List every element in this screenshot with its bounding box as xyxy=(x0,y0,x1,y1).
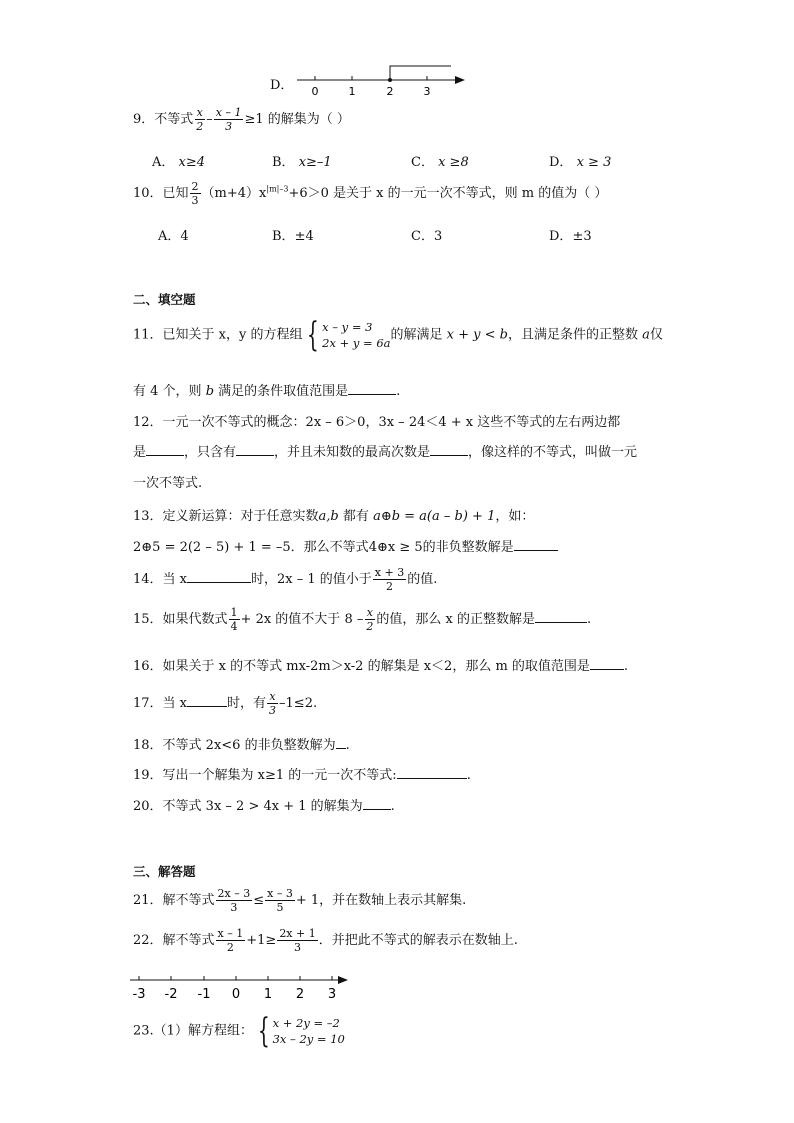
q22-tick-1: 1 xyxy=(263,987,273,1002)
q10-option-c[interactable]: C．3 xyxy=(411,229,443,244)
q23-equation-system: { x + 2y = –2 3x – 2y = 10 xyxy=(257,1011,345,1051)
q23-question: 23.（1）解方程组： { x + 2y = –2 3x – 2y = 10 xyxy=(133,1011,345,1051)
q21-fraction-2: $\frac{x - 3}{5}$ xyxy=(267,887,293,914)
q11-question: 11．已知关于 x，y 的方程组 { x – y = 3 2x + y = 6a 的解满足 x + y < b，且满足条件的正整数 a仅 xyxy=(133,315,663,355)
q17-answer-blank[interactable] xyxy=(187,694,227,707)
q22-tick-neg1: -1 xyxy=(197,987,211,1002)
q9-fraction-2: $\frac{x - 1}{3}$ xyxy=(215,106,242,133)
q21-question: 21．解不等式 $\frac{2x - 3}{3}$ ≤ $\frac{x - 3}{5}$ + 1，并在数轴上表示其解集. xyxy=(133,887,467,914)
q22-fraction-1: $\frac{x - 1}{2}$ xyxy=(217,927,244,954)
q15-answer-blank[interactable] xyxy=(535,610,587,623)
q12-line-3: 一次不等式. xyxy=(133,476,203,491)
q17-question: 17．当 x 时，有 $\frac{x}{3}$ –1≤2. xyxy=(133,690,318,717)
q15-fraction-1: $\frac{1}{4}$ xyxy=(230,606,238,633)
q22-tick-neg3: -3 xyxy=(132,987,146,1002)
section-fill-in-heading: 二、填空题 xyxy=(133,292,196,307)
q21-fraction-1: $\frac{2x - 3}{3}$ xyxy=(217,887,251,914)
q19-question: 19．写出一个解集为 x≥1 的一元一次不等式: . xyxy=(133,768,471,783)
q22-tick-neg2: -2 xyxy=(164,987,178,1002)
q14-fraction: $\frac{x + 3}{2}$ xyxy=(374,566,405,593)
q12-blank-2[interactable] xyxy=(236,443,274,456)
q15-fraction-2: $\frac{x}{2}$ xyxy=(366,606,374,633)
q18-question: 18．不等式 2x<6 的非负整数解为 . xyxy=(133,738,350,753)
q16-answer-blank[interactable] xyxy=(590,657,624,670)
q10-option-a[interactable]: A．4 xyxy=(158,229,189,244)
q22-number-line xyxy=(128,970,353,1002)
q10-fraction: $\frac{2}{3}$ xyxy=(191,180,199,207)
q8-option-d-label: D． xyxy=(270,78,294,93)
q8-option-d-number-line xyxy=(295,62,470,98)
q13-line-2: 2⊕5 = 2(2 – 5) + 1 = –5．那么不等式4⊕x ≥ 5的非负整数解是 xyxy=(133,536,558,555)
q10-question: 10．已知 $\frac{2}{3}$ $(m+4)x^{|m|-3}+6>0$ 是关于 x 的一元一次不等式，则 m 的值为（ ） xyxy=(133,180,608,207)
q12-line-1: 12．一元一次不等式的概念：2x – 6＞0，3x – 24＜4 + x 这些不等式的左右两边都 xyxy=(133,415,621,430)
q22-tick-3: 3 xyxy=(327,987,337,1002)
q15-question: 15．如果代数式 $\frac{1}{4}$ + 2x 的值不大于 8 – $\frac{x}{2}$ 的值，那么 x 的正整数解是 . xyxy=(133,606,592,633)
q11-answer-blank[interactable] xyxy=(348,382,396,395)
q9-option-b[interactable]: B． x≥–1 xyxy=(272,155,332,170)
q10-option-b[interactable]: B．±4 xyxy=(272,229,314,244)
q20-answer-blank[interactable] xyxy=(363,797,391,810)
section-solve-heading: 三、解答题 xyxy=(133,864,196,879)
q17-fraction: $\frac{x}{3}$ xyxy=(269,690,277,717)
q16-question: 16．如果关于 x 的不等式 mx-2m＞x-2 的解集是 x＜2，那么 m 的取值范围是 . xyxy=(133,659,629,674)
q8-tick-0: 0 xyxy=(311,85,319,98)
q14-question: 14．当 x 时，2x – 1 的值小于 $\frac{x + 3}{2}$ 的值. xyxy=(133,566,438,593)
q9-question: 9．不等式 $\frac{x}{2}$ – $\frac{x - 1}{3}$ ≥1 的解集为（ ） xyxy=(133,106,350,133)
q11-line-2: 有 4 个，则 b 满足的条件取值范围是 . xyxy=(133,384,401,399)
q22-question: 22．解不等式 $\frac{x - 1}{2}$ +1≥ $\frac{2x + 1}{3}$ ．并把此不等式的解表示在数轴上. xyxy=(133,927,518,954)
q13-answer-blank[interactable] xyxy=(514,538,558,551)
q19-answer-blank[interactable] xyxy=(397,766,467,779)
q9-fraction-1: $\frac{x}{2}$ xyxy=(196,106,204,133)
q12-line-2: 是 ，只含有 ，并且未知数的最高次数是 ，像这样的不等式，叫做一元 xyxy=(133,445,638,460)
q8-tick-1: 1 xyxy=(348,85,356,98)
q11-equation-system: { x – y = 3 2x + y = 6a xyxy=(307,315,391,355)
q22-tick-0: 0 xyxy=(231,987,241,1002)
q22-tick-2: 2 xyxy=(295,987,305,1002)
q9-option-d[interactable]: D． x ≥ 3 xyxy=(549,155,612,170)
q14-answer-blank[interactable] xyxy=(187,570,251,583)
q18-answer-blank[interactable] xyxy=(336,736,346,749)
q8-tick-3: 3 xyxy=(423,85,431,98)
q10-option-d[interactable]: D．±3 xyxy=(549,229,592,244)
q13-line-1: 13．定义新运算：对于任意实数a,b 都有 a⊕b = a(a – b) + 1，如： xyxy=(133,509,535,524)
q20-question: 20．不等式 3x – 2 > 4x + 1 的解集为 . xyxy=(133,799,395,814)
q22-fraction-2: $\frac{2x + 1}{3}$ xyxy=(279,927,316,954)
q9-option-c[interactable]: C． x ≥8 xyxy=(411,155,469,170)
q9-option-a[interactable]: A． x≥4 xyxy=(152,155,206,170)
q12-blank-3[interactable] xyxy=(430,443,468,456)
q12-blank-1[interactable] xyxy=(146,443,184,456)
q8-tick-2: 2 xyxy=(386,85,394,98)
